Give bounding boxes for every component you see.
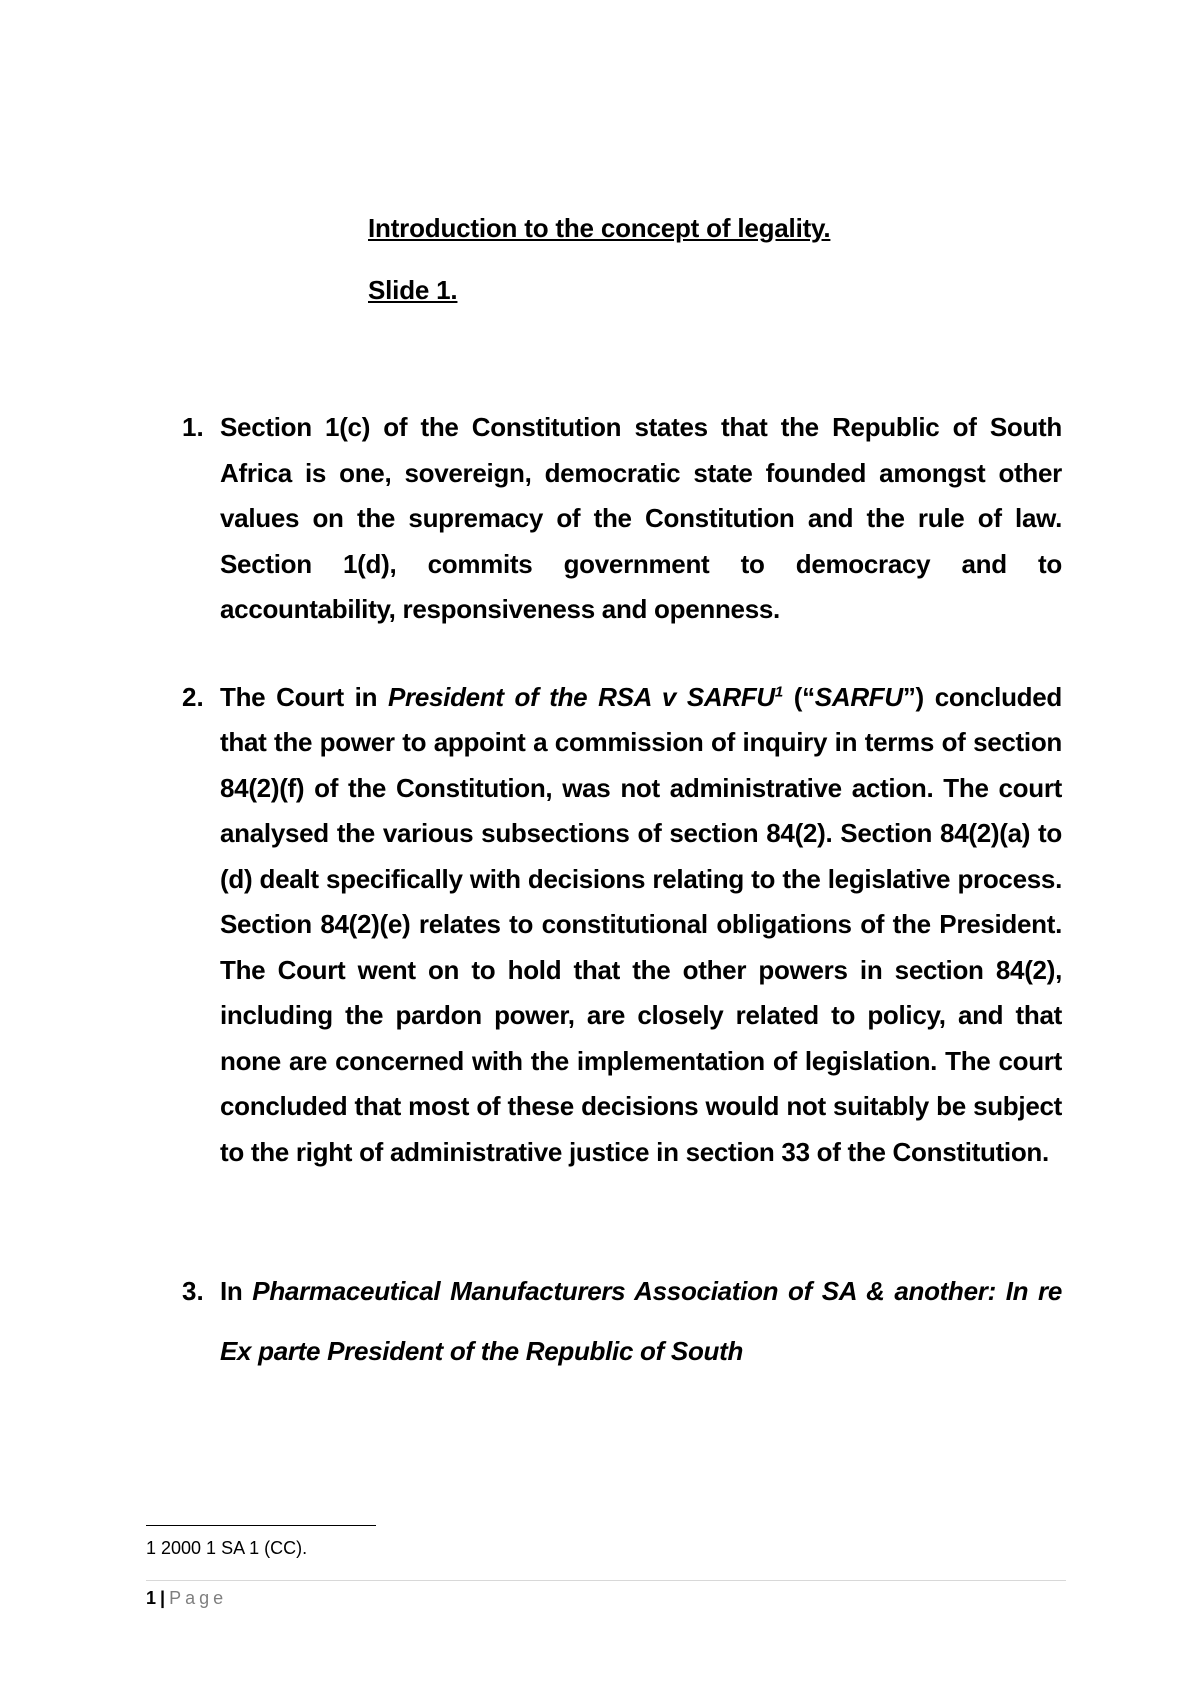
footnote: 1 2000 1 SA 1 (CC). <box>146 1538 308 1558</box>
list-item <box>182 405 1062 633</box>
paragraph <box>220 675 1062 1176</box>
footnote-reference[interactable]: 1 <box>774 682 783 700</box>
document-title: Introduction to the concept of legality. <box>368 213 831 243</box>
paragraph <box>220 405 1062 633</box>
list-number: 1. <box>182 412 204 442</box>
footer-separator: | <box>160 1588 166 1608</box>
footnote-separator <box>146 1525 376 1526</box>
list-item <box>182 1261 1062 1381</box>
list-item <box>182 675 1062 1176</box>
case-name: President of the RSA v SARFU <box>387 681 775 712</box>
paragraph <box>220 1261 1062 1381</box>
case-name: Pharmaceutical Manufacturers Association of SA & another: In re Ex parte President of the Republic of South <box>220 1276 1062 1366</box>
paragraph-lead: In <box>220 1276 253 1306</box>
page-label: Page <box>169 1588 228 1608</box>
page-number: 1 <box>146 1588 157 1608</box>
slide-heading: Slide 1. <box>368 274 458 305</box>
page-footer <box>146 1588 227 1609</box>
paragraph-lead: The Court in <box>220 681 388 712</box>
list-number: 3. <box>182 1276 204 1306</box>
title-block <box>368 212 830 308</box>
case-short-name: SARFU <box>814 681 903 712</box>
numbered-list <box>182 405 1062 1381</box>
short-name-open: (“ <box>782 681 815 712</box>
short-name-close: ”) <box>902 681 924 712</box>
paragraph-text: concluded that the power to appoint a commission of inquiry in terms of section 84(2)(f) of the Constitution, was not administrative action. The court analysed the various subsections of section 84(2). Section 84(2)(a) to (d) dealt specifically with decisions relating to the legislative process. Section 84(2)(e) relates to constitutional obligations of the President. The Court went on to hold that the other powers in section 84(2), including the pardon power, are closely related to policy, and that none are concerned with the implementation of legislation. The court concluded that most of these decisions would not suitably be subject to the right of administrative justice in section 33 of the Constitution. <box>220 681 1063 1167</box>
paragraph-text: Section 1(c) of the Constitution states that the Republic of South Africa is one, sovereign, democratic state founded amongst other values on the supremacy of the Constitution and the rule of law. Section 1(d), commits government to democracy and to accountability, responsiveness and openness. <box>220 412 1062 624</box>
footer-divider <box>146 1580 1066 1581</box>
list-number: 2. <box>182 681 204 712</box>
